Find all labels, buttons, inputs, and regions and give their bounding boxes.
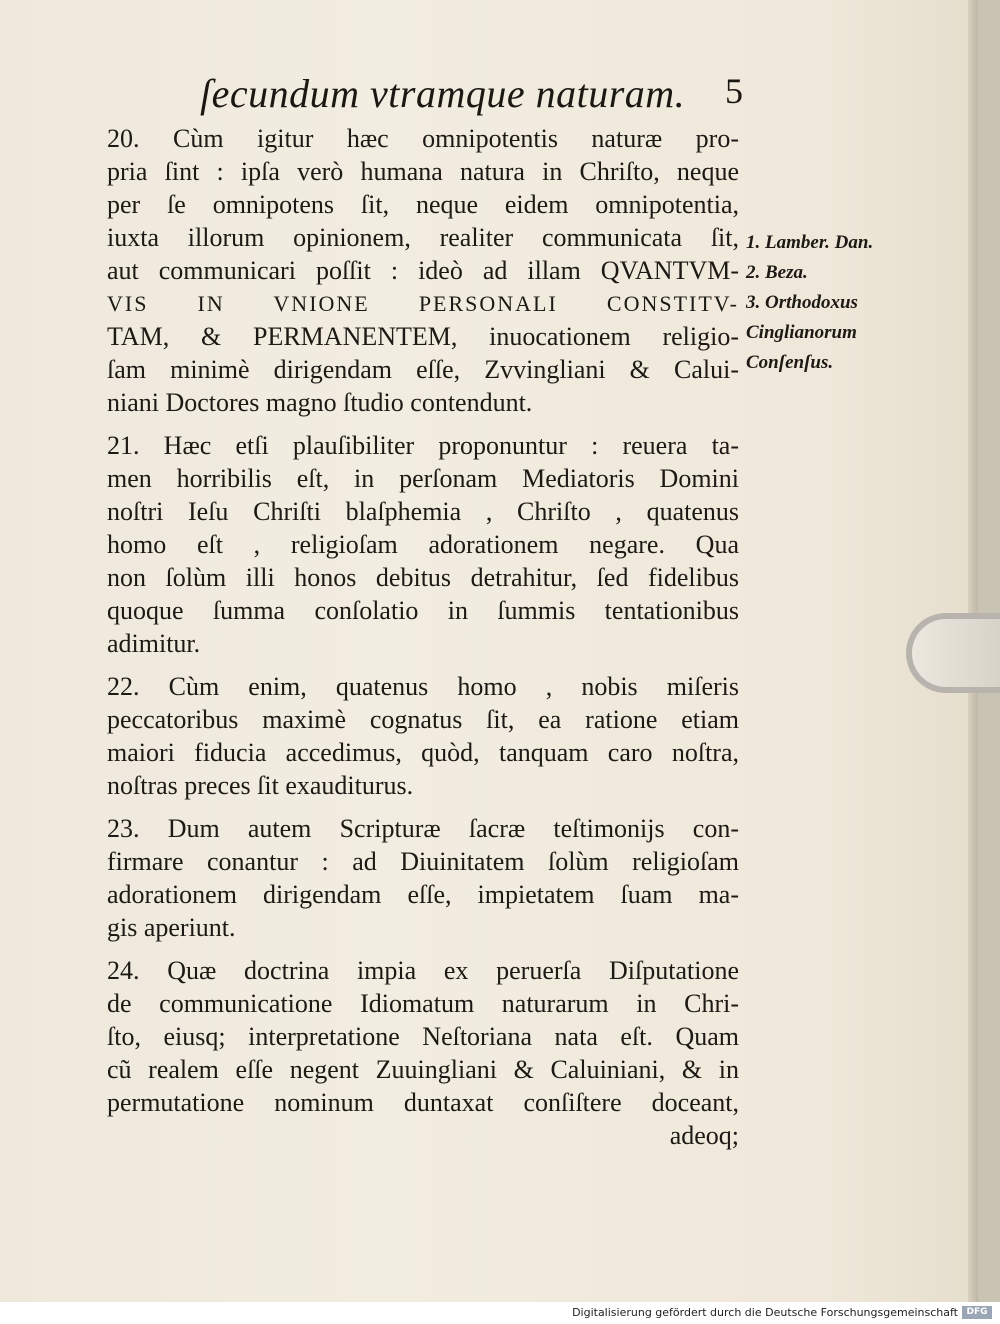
margin-notes <box>746 228 936 378</box>
text-line: quoque ſumma conſolatio in ſummis tentationibus <box>107 596 739 625</box>
text-line: VIS IN VNIONE PERSONALI CONSTITV- <box>107 291 739 316</box>
catchword: adeoq; <box>669 1121 739 1150</box>
text-line: gis aperiunt. <box>107 913 236 942</box>
margin-note: 2. Beza. <box>746 262 808 283</box>
text-line: maiori fiducia accedimus, quòd, tanquam caro noſtra, <box>107 738 739 767</box>
funding-credit: Digitalisierung gefördert durch die Deutsche Forschungsgemeinschaft <box>572 1306 958 1319</box>
margin-note: 3. Orthodoxus <box>746 292 858 313</box>
text-line: 22. Cùm enim, quatenus homo , nobis miſeris <box>107 672 739 701</box>
text-line: adimitur. <box>107 629 201 658</box>
text-line: de communicatione Idiomatum naturarum in Chri- <box>107 989 739 1018</box>
text-line: 21. Hæc etſi plauſibiliter proponuntur : reuera ta- <box>107 431 739 460</box>
running-head: ſecundum vtramque naturam. <box>200 71 686 116</box>
text-line: 23. Dum autem Scripturæ ſacræ teſtimonijs con- <box>107 814 739 843</box>
text-line: 20. Cùm igitur hæc omnipotentis naturæ pro- <box>107 124 739 153</box>
paragraph-23 <box>107 812 739 944</box>
main-text <box>107 122 739 1162</box>
text-line: permutatione nominum duntaxat conſiſtere doceant, <box>107 1088 739 1117</box>
text-line: men horribilis eſt, in perſonam Mediatoris Domini <box>107 464 739 493</box>
text-line: niani Doctores magno ſtudio contendunt. <box>107 388 533 417</box>
text-line: peccatoribus maximè cognatus ſit, ea ratione etiam <box>107 705 739 734</box>
margin-note: Cinglianorum <box>746 322 857 343</box>
footer-bar <box>0 1302 1000 1324</box>
text-line: adorationem dirigendam eſſe, impietatem ſuam ma- <box>107 880 739 909</box>
text-line: per ſe omnipotens ſit, neque eidem omnipotentia, <box>107 190 739 219</box>
text-line: pria ſint : ipſa verò humana natura in Chriſto, neque <box>107 157 739 186</box>
margin-note: 1. Lamber. Dan. <box>746 232 874 253</box>
dfg-logo-icon: DFG <box>962 1306 992 1319</box>
text-line: homo eſt , religioſam adorationem negare. Qua <box>107 530 739 559</box>
page-header <box>0 68 968 124</box>
text-line: TAM, & PERMANENTEM, inuocationem religio- <box>107 322 739 351</box>
paragraph-20 <box>107 122 739 419</box>
margin-note: Conſenſus. <box>746 352 834 373</box>
text-line: cũ realem eſſe negent Zuuingliani & Caluiniani, & in <box>107 1055 739 1084</box>
paragraph-24 <box>107 954 739 1152</box>
page-number: 5 <box>725 71 743 111</box>
text-line: noſtras preces ſit exauditurus. <box>107 771 414 800</box>
text-line: ſam minimè dirigendam eſſe, Zvvingliani & Calui- <box>107 355 739 384</box>
text-line: iuxta illorum opinionem, realiter communicata ſit, <box>107 223 739 252</box>
page-clip <box>906 613 1000 693</box>
text-line: ſto, eiusq; interpretatione Neſtoriana nata eſt. Quam <box>107 1022 739 1051</box>
text-line: 24. Quæ doctrina impia ex peruerſa Diſputatione <box>107 956 739 985</box>
paragraph-22 <box>107 670 739 802</box>
text-line: firmare conantur : ad Diuinitatem ſolùm religioſam <box>107 847 739 876</box>
paragraph-21 <box>107 429 739 660</box>
text-line: non ſolùm illi honos debitus detrahitur, ſed fidelibus <box>107 563 739 592</box>
text-line: aut communicari poſſit : ideò ad illam QVANTVM- <box>107 256 739 285</box>
text-line: noſtri Ieſu Chriſti blaſphemia , Chriſto , quatenus <box>107 497 739 526</box>
